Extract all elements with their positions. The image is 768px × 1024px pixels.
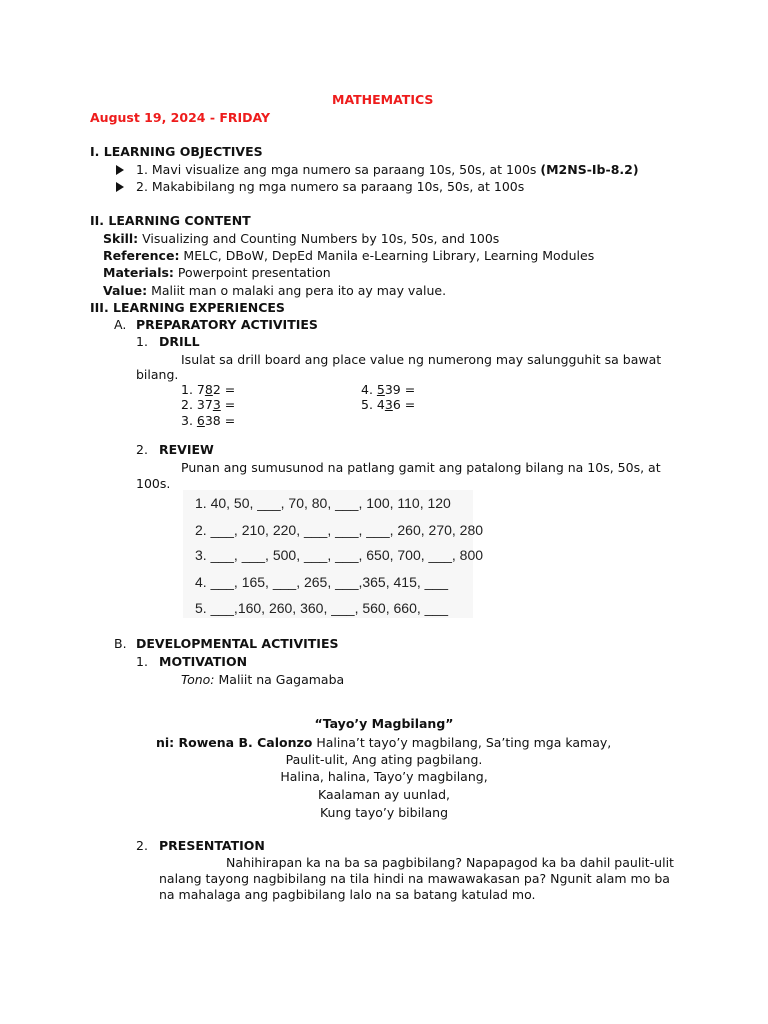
arrow-bullet-icon — [116, 165, 124, 175]
drill-item: 4. 539 = — [361, 382, 416, 397]
song-author-line: ni: Rowena B. Calonzo Halina’t tayo’y magbilang, Sa’ting mga kamay, — [156, 735, 612, 750]
review-heading: REVIEW — [159, 442, 214, 457]
subsection-a-heading: PREPARATORY ACTIVITIES — [136, 317, 318, 332]
drill-instruction: Isulat sa drill board ang place value ng numerong may salungguhit sa bawat — [181, 352, 662, 367]
review-line: 3. ___, ___, 500, ___, ___, 650, 700, ___, 800 — [195, 547, 484, 563]
drill-item: 1. 782 = — [181, 382, 236, 397]
drill-heading: DRILL — [159, 334, 200, 349]
motivation-number: 1. — [136, 654, 148, 669]
subsection-b-heading: DEVELOPMENTAL ACTIVITIES — [136, 636, 339, 651]
section-heading-experiences: III. LEARNING EXPERIENCES — [90, 300, 285, 315]
skill-line: Skill: Visualizing and Counting Numbers by 10s, 50s, and 100s — [103, 231, 500, 246]
review-number: 2. — [136, 442, 148, 457]
section-heading-objectives: I. LEARNING OBJECTIVES — [90, 144, 263, 159]
drill-number: 1. — [136, 334, 148, 349]
objective-item-2: 2. Makabibilang ng mga numero sa paraang 10s, 50s, at 100s — [116, 179, 524, 195]
objective-item-1: 1. Mavi visualize ang mga numero sa paraang 10s, 50s, at 100s (M2NS-Ib-8.2) — [116, 162, 639, 178]
drill-instruction-cont: bilang. — [136, 367, 179, 382]
page-title: MATHEMATICS — [332, 92, 434, 107]
subsection-b-letter: B. — [114, 636, 127, 651]
drill-item: 2. 373 = — [181, 397, 236, 412]
section-heading-content: II. LEARNING CONTENT — [90, 213, 251, 228]
drill-item: 5. 436 = — [361, 397, 416, 412]
objective-code: (M2NS-Ib-8.2) — [540, 162, 639, 177]
drill-item: 3. 638 = — [181, 413, 236, 428]
materials-line: Materials: Powerpoint presentation — [103, 265, 331, 280]
presentation-text-line: nalang tayong nagbibilang na tila hindi na mawawakasan pa? Ngunit alam mo ba — [159, 871, 670, 886]
song-line: Halina, halina, Tayo’y magbilang, — [280, 769, 488, 784]
review-line: 1. 40, 50, ___, 70, 80, ___, 100, 110, 120 — [195, 495, 451, 511]
lesson-date: August 19, 2024 - FRIDAY — [90, 110, 271, 125]
song-line: Kaalaman ay uunlad, — [317, 787, 450, 802]
motivation-heading: MOTIVATION — [159, 654, 248, 669]
song-line: Kung tayo’y bibilang — [319, 805, 449, 820]
review-exercise-image — [183, 490, 484, 618]
review-line: 2. ___, 210, 220, ___, ___, ___, 260, 270, 280 — [195, 522, 484, 538]
review-instruction: Punan ang sumusunod na patlang gamit ang patalong bilang na 10s, 50s, at — [181, 460, 661, 475]
reference-line: Reference: MELC, DBoW, DepEd Manila e-Learning Library, Learning Modules — [103, 248, 595, 263]
review-instruction-cont: 100s. — [136, 476, 171, 491]
arrow-bullet-icon — [116, 182, 124, 192]
presentation-text-line: Nahihirapan ka na ba sa pagbibilang? Napapagod ka ba dahil paulit-ulit — [226, 855, 674, 870]
review-line: 4. ___, 165, ___, 265, ___,365, 415, ___ — [195, 574, 448, 590]
song-line: Paulit-ulit, Ang ating pagbilang. — [285, 752, 483, 767]
presentation-text-line: na mahalaga ang pagbibilang lalo na sa batang katulad mo. — [159, 887, 536, 902]
value-line: Value: Maliit man o malaki ang pera ito ay may value. — [103, 283, 447, 298]
review-line: 5. ___,160, 260, 360, ___, 560, 660, ___ — [195, 600, 448, 616]
tono-line: Tono: Maliit na Gagamaba — [181, 672, 345, 687]
song-author: ni: Rowena B. Calonzo — [156, 735, 313, 750]
song-title: “Tayo’y Magbilang” — [314, 716, 454, 731]
presentation-number: 2. — [136, 838, 148, 853]
subsection-a-letter: A. — [114, 317, 127, 332]
presentation-heading: PRESENTATION — [159, 838, 265, 853]
